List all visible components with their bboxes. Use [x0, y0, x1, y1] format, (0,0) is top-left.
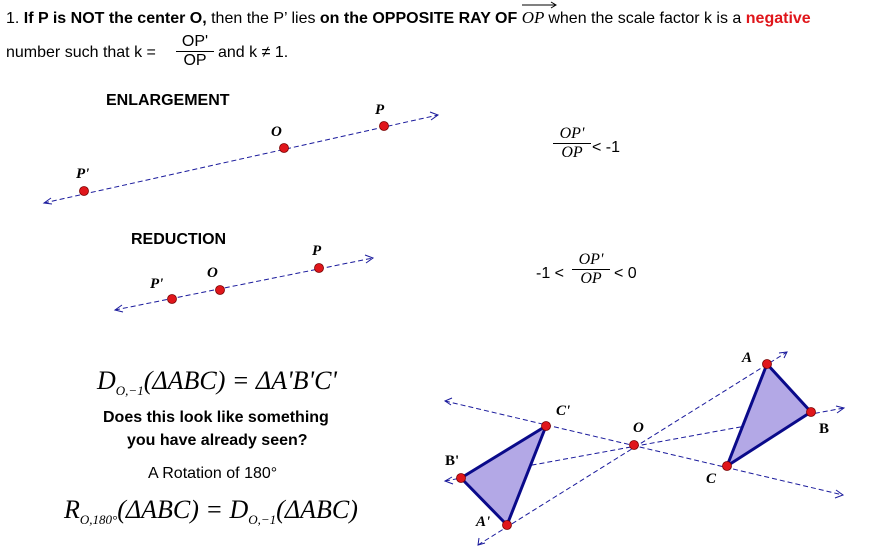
rule-if-text: If P is NOT the center O, — [23, 10, 207, 27]
dilation-formula-subscript: O,−1 — [115, 383, 144, 399]
rule-opposite-text: on the OPPOSITE RAY OF — [319, 10, 518, 27]
dilation-formula-rest: (ΔABC) = ΔA'B'C' — [143, 366, 337, 395]
point-a — [763, 360, 772, 369]
label-c: C — [706, 471, 717, 487]
reduction-label-p: P — [312, 243, 322, 259]
rotation-formula-subscript: O,180° — [79, 512, 118, 528]
point-c — [723, 462, 732, 471]
rule-line-2-end: and k ≠ 1. — [218, 44, 289, 61]
rotation-formula — [64, 495, 358, 528]
k-fraction-denominator: OP — [183, 52, 207, 69]
rotation-center-point-o — [630, 441, 639, 450]
rotation-formula-end: (ΔABC) — [276, 495, 358, 524]
enlargement-condition-rhs: < -1 — [592, 139, 621, 156]
label-a: A — [742, 350, 753, 366]
rule-line-2-start: number such that k = — [6, 44, 156, 61]
reduction-label-p-prime: P' — [150, 276, 164, 292]
enlargement-point-p-prime — [80, 187, 89, 196]
point-b-prime — [457, 474, 466, 483]
label-c-prime: C' — [556, 403, 571, 419]
enlargement-label-p: P — [375, 102, 385, 118]
question-line-2: you have already seen? — [127, 432, 308, 449]
reduction-label-o: O — [207, 265, 218, 281]
reduction-condition-rhs: < 0 — [614, 265, 637, 282]
enlargement-heading: ENLARGEMENT — [106, 92, 230, 109]
label-b: B — [819, 421, 830, 437]
reduction-arrow-left-icon — [115, 305, 123, 312]
enlargement-point-p — [380, 122, 389, 131]
point-a-prime — [503, 521, 512, 530]
reduction-point-p-prime — [168, 295, 177, 304]
enlargement-arrow-right-icon — [430, 112, 438, 120]
enlargement-point-o — [280, 144, 289, 153]
enlargement-label-p-prime: P' — [76, 166, 90, 182]
enlargement-arrow-left-icon — [44, 198, 52, 204]
label-b-prime: B' — [445, 453, 460, 469]
rotation-text: A Rotation of 180° — [148, 465, 278, 482]
arrow-right-middle-icon — [836, 406, 844, 413]
rule-middle-text: then the P’ lies — [206, 10, 320, 27]
enlargement-condition-numerator: OP' — [559, 125, 585, 142]
reduction-condition-denominator: OP — [580, 270, 602, 287]
negative-word: negative — [745, 10, 811, 27]
enlargement-condition-denominator: OP — [561, 144, 583, 161]
point-b — [807, 408, 816, 417]
k-fraction-numerator: OP' — [181, 33, 209, 50]
reduction-point-p — [315, 264, 324, 273]
reduction-condition-fraction — [572, 251, 610, 288]
triangle-abc — [727, 364, 811, 466]
reduction-heading: REDUCTION — [131, 231, 227, 248]
rotation-formula-r: R — [64, 495, 80, 524]
rule-number: 1. — [6, 10, 20, 27]
reduction-point-o — [216, 286, 225, 295]
reduction-condition-numerator: OP' — [578, 251, 604, 268]
dilation-formula — [97, 366, 337, 399]
rule-when-text: when the scale factor k is a — [548, 10, 746, 27]
question-line-1: Does this look like something — [103, 409, 329, 426]
label-a-prime: A' — [476, 514, 491, 530]
point-c-prime — [542, 422, 551, 431]
rotation-formula-mid: (ΔABC) = — [117, 495, 230, 524]
enlargement-condition-fraction — [553, 125, 591, 162]
reduction-condition-lhs: -1 < — [536, 265, 565, 282]
rotation-formula-subscript-2: O,−1 — [248, 512, 277, 528]
rotation-formula-d: D — [229, 495, 249, 524]
enlargement-line — [44, 115, 438, 203]
dilation-formula-d: D — [97, 366, 116, 395]
ray-label-text: OP — [521, 8, 545, 27]
label-o: O — [633, 420, 644, 436]
enlargement-label-o: O — [271, 124, 282, 140]
